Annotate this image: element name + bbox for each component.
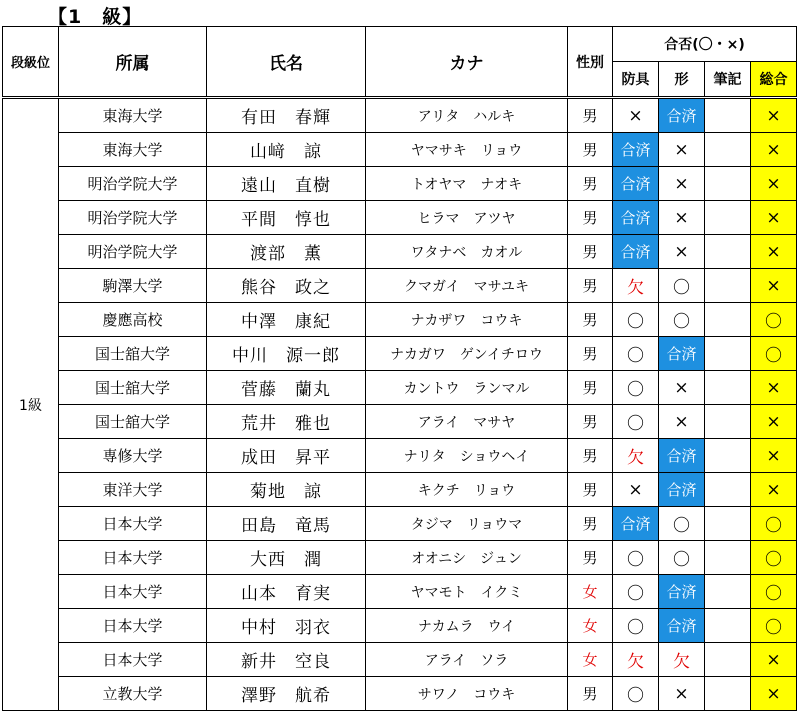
name-cell: 新井 空良 (207, 643, 366, 677)
header-result-group: 合否(〇・×) (613, 27, 797, 62)
name-cell: 山本 育実 (207, 575, 366, 609)
affiliation-cell: 駒澤大学 (59, 269, 207, 303)
kata-result-cell: × (659, 133, 705, 167)
hikki-result-cell (705, 473, 751, 507)
gender-cell: 男 (568, 303, 613, 337)
affiliation-cell: 日本大学 (59, 643, 207, 677)
name-cell: 荒井 雅也 (207, 405, 366, 439)
hikki-result-cell (705, 167, 751, 201)
kana-cell: クマガイ マサユキ (366, 269, 568, 303)
bougu-result-cell: × (613, 473, 659, 507)
gender-cell: 男 (568, 235, 613, 269)
hikki-result-cell (705, 439, 751, 473)
name-cell: 中澤 康紀 (207, 303, 366, 337)
kata-result-cell: × (659, 405, 705, 439)
table-row (3, 201, 797, 235)
affiliation-cell: 東洋大学 (59, 473, 207, 507)
gender-cell: 男 (568, 371, 613, 405)
kata-result-cell: 合済 (659, 439, 705, 473)
sougou-result-cell: × (751, 269, 797, 303)
bougu-result-cell: × (613, 98, 659, 133)
hikki-result-cell (705, 643, 751, 677)
bougu-result-cell: 欠 (613, 269, 659, 303)
affiliation-cell: 日本大学 (59, 541, 207, 575)
hikki-result-cell (705, 337, 751, 371)
gender-cell: 男 (568, 201, 613, 235)
bougu-result-cell: 〇 (613, 609, 659, 643)
header-rank: 段級位 (3, 27, 59, 98)
kata-result-cell: 〇 (659, 269, 705, 303)
kana-cell: カントウ ランマル (366, 371, 568, 405)
sougou-result-cell: 〇 (751, 575, 797, 609)
gender-cell: 男 (568, 405, 613, 439)
header-kata: 形 (659, 62, 705, 98)
name-cell: 菊地 諒 (207, 473, 366, 507)
kana-cell: タジマ リョウマ (366, 507, 568, 541)
gender-cell: 男 (568, 677, 613, 711)
header-hikki: 筆記 (705, 62, 751, 98)
hikki-result-cell (705, 609, 751, 643)
kata-result-cell: 合済 (659, 575, 705, 609)
sougou-result-cell: × (751, 439, 797, 473)
sougou-result-cell: × (751, 371, 797, 405)
table-row (3, 439, 797, 473)
kata-result-cell: 合済 (659, 609, 705, 643)
kata-result-cell: 合済 (659, 473, 705, 507)
kana-cell: ヤマモト イクミ (366, 575, 568, 609)
kata-result-cell: × (659, 371, 705, 405)
kata-result-cell: 〇 (659, 541, 705, 575)
gender-cell: 男 (568, 439, 613, 473)
kana-cell: ナカムラ ウイ (366, 609, 568, 643)
bougu-result-cell: 合済 (613, 133, 659, 167)
affiliation-cell: 日本大学 (59, 507, 207, 541)
affiliation-cell: 国士舘大学 (59, 337, 207, 371)
hikki-result-cell (705, 507, 751, 541)
gender-cell: 男 (568, 507, 613, 541)
kana-cell: キクチ リョウ (366, 473, 568, 507)
kata-result-cell: 〇 (659, 507, 705, 541)
table-row (3, 575, 797, 609)
bougu-result-cell: 〇 (613, 541, 659, 575)
header-affiliation: 所属 (59, 27, 207, 98)
affiliation-cell: 日本大学 (59, 575, 207, 609)
sougou-result-cell: 〇 (751, 337, 797, 371)
name-cell: 中村 羽衣 (207, 609, 366, 643)
sougou-result-cell: 〇 (751, 507, 797, 541)
table-row (3, 643, 797, 677)
kata-result-cell: 合済 (659, 98, 705, 133)
affiliation-cell: 明治学院大学 (59, 235, 207, 269)
bougu-result-cell: 〇 (613, 575, 659, 609)
results-table (2, 26, 797, 711)
bougu-result-cell: 合済 (613, 201, 659, 235)
gender-cell: 女 (568, 643, 613, 677)
table-row (3, 507, 797, 541)
sougou-result-cell: × (751, 201, 797, 235)
gender-cell: 女 (568, 575, 613, 609)
rank-cell: 1級 (3, 98, 59, 711)
sougou-result-cell: × (751, 643, 797, 677)
sougou-result-cell: × (751, 473, 797, 507)
gender-cell: 男 (568, 269, 613, 303)
kana-cell: アリタ ハルキ (366, 98, 568, 133)
table-row (3, 133, 797, 167)
bougu-result-cell: 合済 (613, 167, 659, 201)
name-cell: 熊谷 政之 (207, 269, 366, 303)
hikki-result-cell (705, 98, 751, 133)
hikki-result-cell (705, 235, 751, 269)
gender-cell: 男 (568, 167, 613, 201)
sougou-result-cell: × (751, 235, 797, 269)
table-row (3, 371, 797, 405)
table-row (3, 235, 797, 269)
hikki-result-cell (705, 677, 751, 711)
kana-cell: サワノ コウキ (366, 677, 568, 711)
gender-cell: 女 (568, 609, 613, 643)
hikki-result-cell (705, 541, 751, 575)
bougu-result-cell: 欠 (613, 439, 659, 473)
table-row (3, 303, 797, 337)
sougou-result-cell: 〇 (751, 541, 797, 575)
bougu-result-cell: 合済 (613, 235, 659, 269)
name-cell: 中川 源一郎 (207, 337, 366, 371)
affiliation-cell: 日本大学 (59, 609, 207, 643)
hikki-result-cell (705, 303, 751, 337)
kana-cell: アライ ソラ (366, 643, 568, 677)
kata-result-cell: × (659, 167, 705, 201)
bougu-result-cell: 〇 (613, 337, 659, 371)
hikki-result-cell (705, 371, 751, 405)
gender-cell: 男 (568, 473, 613, 507)
kana-cell: トオヤマ ナオキ (366, 167, 568, 201)
kata-result-cell: 〇 (659, 303, 705, 337)
name-cell: 菅藤 蘭丸 (207, 371, 366, 405)
hikki-result-cell (705, 269, 751, 303)
name-cell: 山﨑 諒 (207, 133, 366, 167)
bougu-result-cell: 〇 (613, 303, 659, 337)
hikki-result-cell (705, 201, 751, 235)
kana-cell: アライ マサヤ (366, 405, 568, 439)
kana-cell: ワタナベ カオル (366, 235, 568, 269)
name-cell: 澤野 航希 (207, 677, 366, 711)
table-row (3, 269, 797, 303)
name-cell: 成田 昇平 (207, 439, 366, 473)
affiliation-cell: 東海大学 (59, 133, 207, 167)
sougou-result-cell: 〇 (751, 303, 797, 337)
name-cell: 有田 春輝 (207, 98, 366, 133)
name-cell: 平間 惇也 (207, 201, 366, 235)
bougu-result-cell: 欠 (613, 643, 659, 677)
header-sougou: 総合 (751, 62, 797, 98)
table-row (3, 609, 797, 643)
kata-result-cell: 欠 (659, 643, 705, 677)
affiliation-cell: 明治学院大学 (59, 167, 207, 201)
name-cell: 渡部 薫 (207, 235, 366, 269)
kata-result-cell: × (659, 677, 705, 711)
sougou-result-cell: × (751, 677, 797, 711)
header-bougu: 防具 (613, 62, 659, 98)
affiliation-cell: 国士舘大学 (59, 405, 207, 439)
bougu-result-cell: 〇 (613, 405, 659, 439)
name-cell: 大西 潤 (207, 541, 366, 575)
affiliation-cell: 慶應高校 (59, 303, 207, 337)
kana-cell: ナリタ ショウヘイ (366, 439, 568, 473)
table-row (3, 337, 797, 371)
header-name: 氏名 (207, 27, 366, 98)
gender-cell: 男 (568, 541, 613, 575)
gender-cell: 男 (568, 98, 613, 133)
affiliation-cell: 国士舘大学 (59, 371, 207, 405)
gender-cell: 男 (568, 337, 613, 371)
kata-result-cell: × (659, 201, 705, 235)
table-row (3, 473, 797, 507)
sougou-result-cell: × (751, 167, 797, 201)
sougou-result-cell: × (751, 98, 797, 133)
header-kana: カナ (366, 27, 568, 98)
bougu-result-cell: 〇 (613, 677, 659, 711)
kana-cell: ヤマサキ リョウ (366, 133, 568, 167)
table-row (3, 167, 797, 201)
page-title: 【1 級】 (48, 6, 143, 28)
table-row (3, 405, 797, 439)
kata-result-cell: 合済 (659, 337, 705, 371)
header-gender: 性別 (568, 27, 613, 98)
table-row (3, 541, 797, 575)
gender-cell: 男 (568, 133, 613, 167)
hikki-result-cell (705, 133, 751, 167)
hikki-result-cell (705, 575, 751, 609)
hikki-result-cell (705, 405, 751, 439)
name-cell: 田島 竜馬 (207, 507, 366, 541)
kana-cell: ナカザワ コウキ (366, 303, 568, 337)
table-row (3, 98, 797, 133)
bougu-result-cell: 〇 (613, 371, 659, 405)
affiliation-cell: 立教大学 (59, 677, 207, 711)
kata-result-cell: × (659, 235, 705, 269)
affiliation-cell: 東海大学 (59, 98, 207, 133)
sougou-result-cell: × (751, 405, 797, 439)
kana-cell: ヒラマ アツヤ (366, 201, 568, 235)
bougu-result-cell: 合済 (613, 507, 659, 541)
sougou-result-cell: × (751, 133, 797, 167)
name-cell: 遠山 直樹 (207, 167, 366, 201)
affiliation-cell: 専修大学 (59, 439, 207, 473)
kana-cell: オオニシ ジュン (366, 541, 568, 575)
table-row (3, 677, 797, 711)
kana-cell: ナカガワ ゲンイチロウ (366, 337, 568, 371)
affiliation-cell: 明治学院大学 (59, 201, 207, 235)
sougou-result-cell: 〇 (751, 609, 797, 643)
